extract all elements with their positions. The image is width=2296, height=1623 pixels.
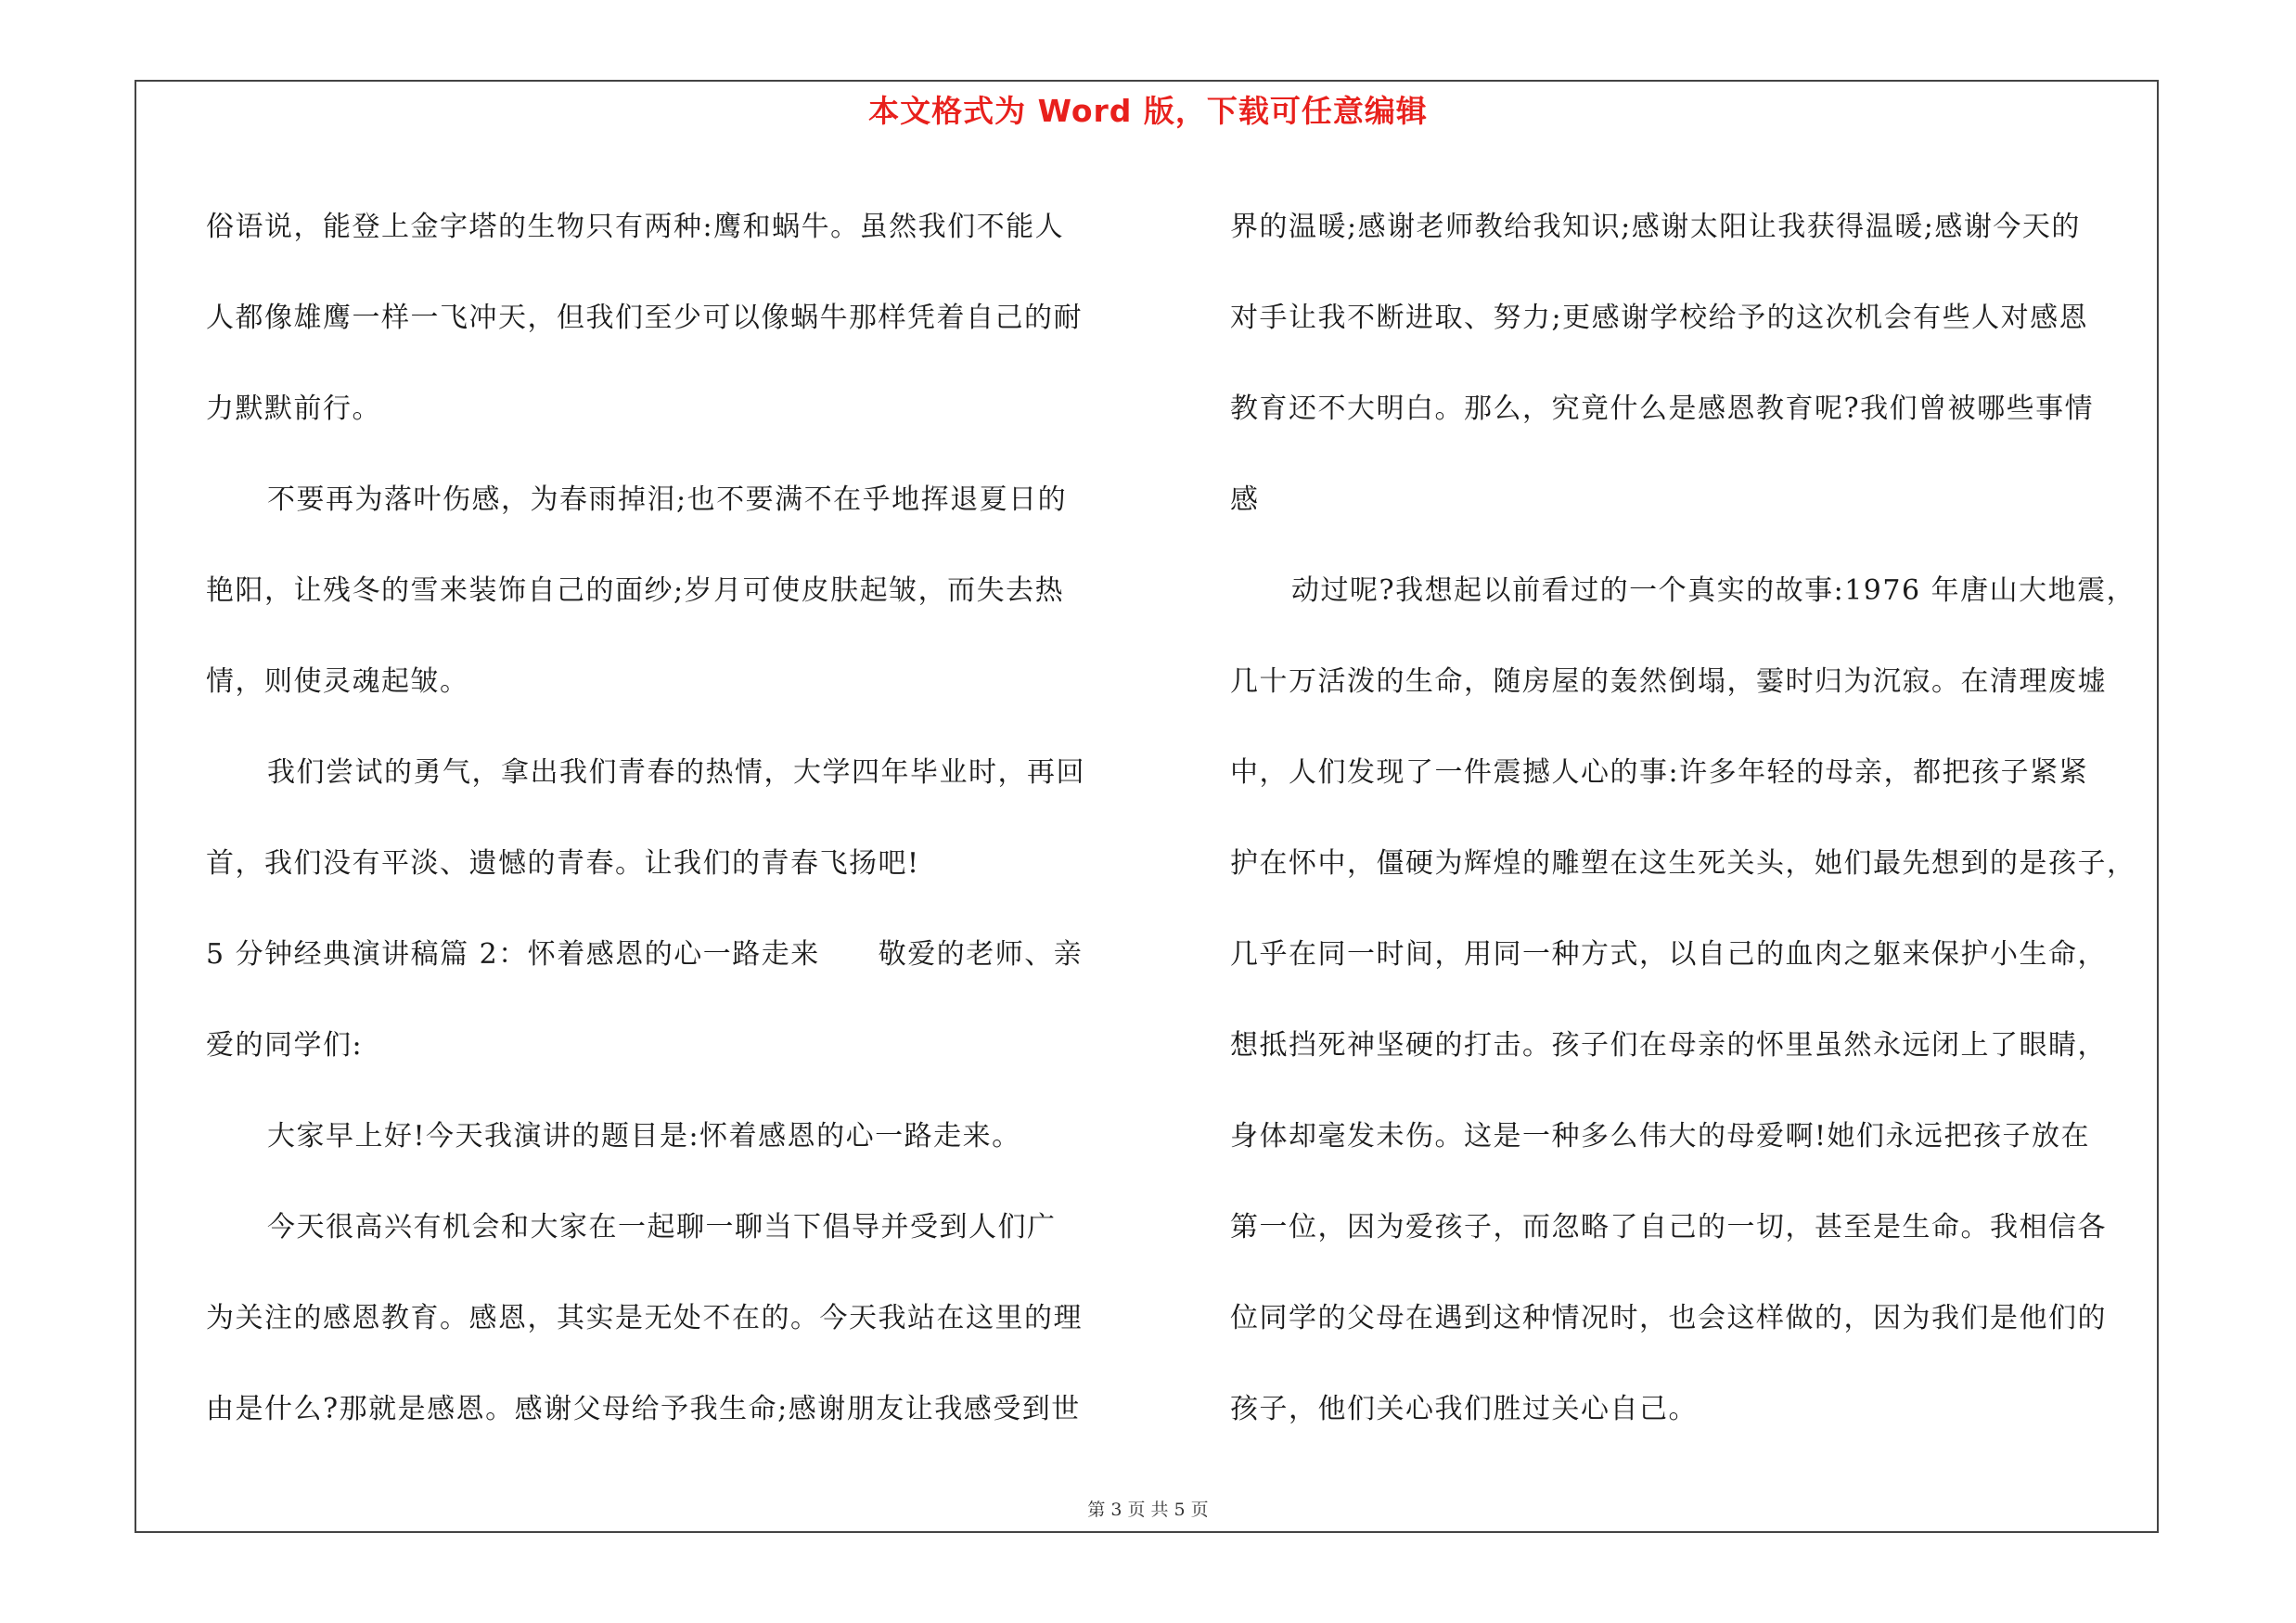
text-line: 动过呢?我想起以前看过的一个真实的故事:1976 年唐山大地震， <box>1291 574 2136 607</box>
word-format-banner: 本文格式为 Word 版，下载可任意编辑 <box>868 93 1428 129</box>
text-line: 我们尝试的勇气，拿出我们青春的热情，大学四年毕业时，再回 <box>267 756 1085 789</box>
text-line: 身体却毫发未伤。这是一种多么伟大的母爱啊!她们永远把孩子放在 <box>1230 1120 2091 1153</box>
text-line: 大家早上好!今天我演讲的题目是:怀着感恩的心一路走来。 <box>267 1120 1021 1153</box>
text-line: 界的温暖;感谢老师教给我知识;感谢太阳让我获得温暖;感谢今天的 <box>1230 211 2081 243</box>
text-line: 想抵挡死神坚硬的打击。孩子们在母亲的怀里虽然永远闭上了眼睛， <box>1230 1029 2107 1062</box>
text-line: 第一位，因为爱孩子，而忽略了自己的一切，甚至是生命。我相信各 <box>1230 1211 2107 1243</box>
text-line: 教育还不大明白。那么，究竟什么是感恩教育呢?我们曾被哪些事情 <box>1230 393 2095 425</box>
text-line: 艳阳，让残冬的雪来装饰自己的面纱;岁月可使皮肤起皱，而失去热 <box>206 574 1065 607</box>
text-line: 人都像雄鹰一样一飞冲天，但我们至少可以像蜗牛那样凭着自己的耐 <box>206 302 1083 334</box>
text-line: 爱的同学们: <box>206 1029 364 1062</box>
text-line: 护在怀中，僵硬为辉煌的雕塑在这生死关头，她们最先想到的是孩子， <box>1230 847 2136 880</box>
text-line: 今天很高兴有机会和大家在一起聊一聊当下倡导并受到人们广 <box>267 1211 1057 1243</box>
text-line: 位同学的父母在遇到这种情况时，也会这样做的，因为我们是他们的 <box>1230 1302 2107 1334</box>
right-text-column <box>1230 182 2161 1455</box>
text-line: 情，则使灵魂起皱。 <box>206 665 469 698</box>
section-heading-line: 5 分钟经典演讲稿篇 2：怀着感恩的心一路走来 敬爱的老师、亲 <box>206 938 1084 971</box>
text-line: 不要再为落叶伤感，为春雨掉泪;也不要满不在乎地挥退夏日的 <box>267 483 1068 516</box>
text-line: 为关注的感恩教育。感恩，其实是无处不在的。今天我站在这里的理 <box>206 1302 1083 1334</box>
text-line: 中，人们发现了一件震撼人心的事:许多年轻的母亲，都把孩子紧紧 <box>1230 756 2089 789</box>
text-line: 俗语说，能登上金字塔的生物只有两种:鹰和蜗牛。虽然我们不能人 <box>206 211 1065 243</box>
text-line: 感 <box>1230 483 1260 516</box>
text-line: 孩子，他们关心我们胜过关心自己。 <box>1230 1393 1698 1425</box>
text-line: 力默默前行。 <box>206 393 381 425</box>
text-line: 几乎在同一时间，用同一种方式，以自己的血肉之躯来保护小生命， <box>1230 938 2107 971</box>
text-line: 由是什么?那就是感恩。感谢父母给予我生命;感谢朋友让我感受到世 <box>206 1393 1081 1425</box>
page-number-footer: 第 3 页 共 5 页 <box>1087 1500 1209 1520</box>
text-line: 几十万活泼的生命，随房屋的轰然倒塌，霎时归为沉寂。在清理废墟 <box>1230 665 2107 698</box>
left-text-column <box>206 182 1134 1455</box>
text-line: 首，我们没有平淡、遗憾的青春。让我们的青春飞扬吧! <box>206 847 920 880</box>
text-line: 对手让我不断进取、努力;更感谢学校给予的这次机会有些人对感恩 <box>1230 302 2089 334</box>
